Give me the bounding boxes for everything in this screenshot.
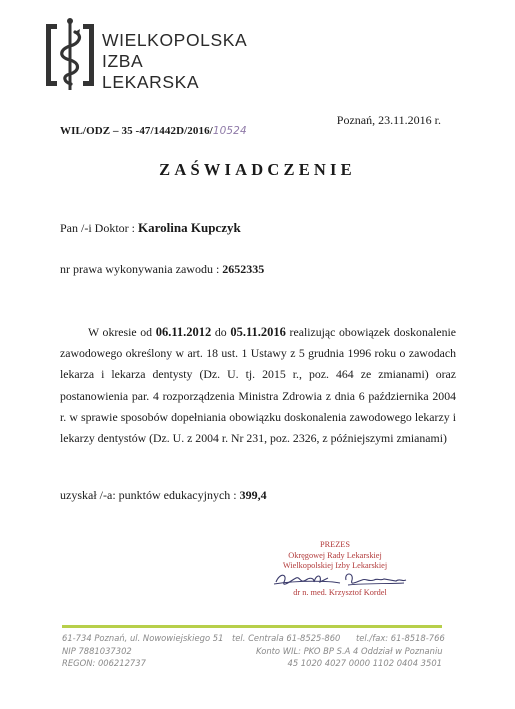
footer-phone: tel. Centrala 61-8525-860	[232, 633, 341, 643]
body-part1: W okresie od	[88, 325, 153, 339]
stamp-title: PREZES	[320, 540, 350, 549]
org-name-line1: WIELKOPOLSKA	[102, 30, 248, 50]
doctor-label: Pan /-i Doktor :	[60, 221, 135, 235]
date-to: 05.11.2016	[230, 325, 286, 339]
reference-printed: WIL/ODZ – 35 -47/1442D/2016/	[60, 125, 213, 137]
org-name-line3: LEKARSKA	[102, 72, 200, 92]
president-stamp	[260, 540, 410, 572]
doctor-line	[60, 220, 241, 236]
footer-address: 61-734 Poznań, ul. Nowowiejskiego 51	[62, 633, 224, 643]
reference-handwritten: 10524	[212, 125, 247, 137]
points-value: 399,4	[239, 488, 267, 502]
footer-divider	[62, 625, 442, 628]
stamp-line2: Okręgowej Rady Lekarskiej	[288, 550, 382, 560]
footer-account-number: 45 1020 4027 0000 1102 0404 3501	[287, 658, 442, 668]
points-label: uzyskał /-a: punktów edukacyjnych :	[60, 488, 237, 502]
place-date: Poznań, 23.11.2016 r.	[336, 113, 441, 127]
footer-nip: NIP 7881037302	[62, 645, 132, 656]
footer-phone-block	[232, 632, 340, 645]
doctor-name: Karolina Kupczyk	[138, 220, 241, 235]
date-from: 06.11.2012	[155, 325, 212, 339]
footer-account-label: Konto WIL: PKO BP S.A 4 Oddział w Poznaniu	[256, 645, 443, 656]
footer-address-block	[62, 632, 223, 670]
footer-regon: REGON: 006212737	[62, 658, 146, 668]
org-name-line2: IZBA	[102, 51, 144, 71]
license-line	[60, 262, 264, 277]
points-line	[60, 488, 267, 503]
body-part2: do	[214, 325, 227, 339]
caduceus-icon	[44, 16, 96, 92]
footer-fax-block	[356, 632, 445, 645]
stamp-line3: Wielkopolskiej Izby Lekarskiej	[282, 561, 388, 570]
footer-account-block	[256, 645, 442, 670]
body-part3: realizując obowiązek doskonalenie zawodowego określony w art. 18 ust. 1 Ustawy z 5 grudnia 1996 roku o zawodach lekarza i lekarza dentysty (Dz. U. tj. 2015 r., poz. 464 ze zmianami) oraz postanowienia par. 4 rozporządzenia Ministra Zdrowia z dnia 6 października 2004 r. w sprawie sposobów dopełniania obowiązku doskonalenia zawodowego lekarzy i lekarzy dentystów (Dz. U. z 2004 r. Nr 231, poz. 2326, z późniejszymi zmianami)	[60, 325, 456, 446]
license-label: nr prawa wykonywania zawodu :	[60, 262, 220, 276]
stamp-signature-name: dr n. med. Krzysztof Kordel	[293, 588, 387, 597]
footer-fax: tel./fax: 61-8518-766	[356, 633, 445, 643]
document-title: ZAŚWIADCZENIE	[159, 160, 356, 179]
certificate-body	[60, 322, 456, 449]
reference-number	[60, 125, 247, 137]
license-number: 2652335	[222, 262, 265, 276]
organization-name	[102, 30, 247, 93]
